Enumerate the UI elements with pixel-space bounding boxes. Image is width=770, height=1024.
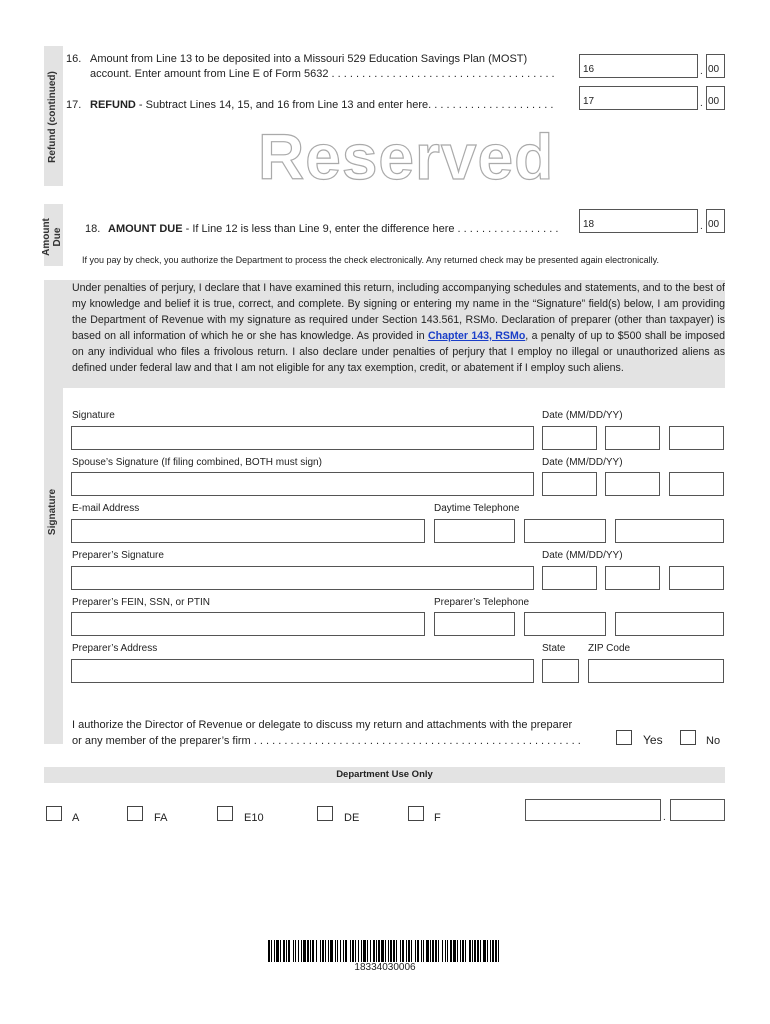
spouse-date-day[interactable] — [605, 472, 660, 496]
dept-amount-field[interactable] — [525, 799, 661, 821]
dept-fa-checkbox[interactable] — [127, 806, 143, 821]
line-18-cents: 00 — [708, 219, 720, 230]
perjury-statement — [72, 280, 725, 376]
line-16-box-label: 16 — [583, 64, 595, 75]
preparer-address-field[interactable] — [71, 659, 534, 683]
email-field[interactable] — [71, 519, 425, 543]
line-18-description: - If Line 12 is less than Line 9, enter the difference here . . . . . . . . . . . . . . . . . — [182, 223, 559, 235]
spouse-signature-field[interactable] — [71, 472, 534, 496]
signature-label: Signature — [72, 410, 115, 421]
line-18-text — [108, 222, 558, 236]
daytime-phone-line[interactable] — [615, 519, 724, 543]
line-17-amount-field[interactable] — [579, 86, 698, 110]
line-17-number: 17. — [66, 99, 82, 111]
daytime-phone-prefix[interactable] — [524, 519, 606, 543]
dept-e10-label: E10 — [244, 812, 264, 824]
line-18-decimal: . — [700, 221, 703, 232]
dept-f-label: F — [434, 812, 441, 824]
line-16-text-2: account. Enter amount from Line E of Form 5632 . . . . . . . . . . . . . . . . . . . . . . . . . . . . . . . . . . . . . — [90, 68, 555, 80]
preparer-date-day[interactable] — [605, 566, 660, 590]
preparer-phone-line[interactable] — [615, 612, 724, 636]
line-16-text-1: Amount from Line 13 to be deposited into a Missouri 529 Education Savings Plan (MOST) — [90, 53, 528, 65]
line-17-cents-field[interactable] — [706, 86, 725, 110]
dept-de-label: DE — [344, 812, 360, 824]
authorize-yes-label: Yes — [643, 733, 663, 747]
check-note: If you pay by check, you authorize the Department to process the check electronically. Any returned check may be presented again electronically. — [82, 255, 659, 265]
amount-due-section-label — [41, 207, 65, 267]
line-16-number: 16. — [66, 53, 82, 65]
state-label: State — [542, 643, 566, 654]
signature-date-month[interactable] — [542, 426, 597, 450]
department-use-title: Department Use Only — [336, 769, 433, 780]
line-18-cents-field[interactable] — [706, 209, 725, 233]
reserved-watermark: Reserved — [258, 121, 555, 193]
preparer-signature-field[interactable] — [71, 566, 534, 590]
spouse-signature-label: Spouse’s Signature (If filing combined, BOTH must sign) — [72, 457, 322, 468]
spouse-date-year[interactable] — [669, 472, 724, 496]
chapter-143-link[interactable]: Chapter 143, RSMo — [427, 330, 526, 342]
refund-section-label: Refund (continued) — [47, 71, 58, 163]
state-field[interactable] — [542, 659, 579, 683]
barcode-number: 18334030006 — [354, 962, 416, 973]
spouse-date-label: Date (MM/DD/YY) — [542, 457, 623, 468]
preparer-date-year[interactable] — [669, 566, 724, 590]
line-16-decimal: . — [700, 66, 703, 77]
dept-cents-field[interactable] — [670, 799, 725, 821]
dept-amount-decimal: . — [663, 812, 666, 823]
line-16-cents-field[interactable] — [706, 54, 725, 78]
preparer-address-label: Preparer’s Address — [72, 643, 158, 654]
line-17-decimal: . — [700, 98, 703, 109]
signature-date-year[interactable] — [669, 426, 724, 450]
line-17-description: - Subtract Lines 14, 15, and 16 from Line 13 and enter here. . . . . . . . . . . . . . . . . . . . . — [135, 99, 554, 111]
line-17-cents: 00 — [708, 96, 720, 107]
email-label: E-mail Address — [72, 503, 140, 514]
authorize-line-1: I authorize the Director of Revenue or delegate to discuss my return and attachments with the preparer — [72, 719, 573, 731]
signature-section-label: Signature — [47, 488, 58, 536]
preparer-fein-label: Preparer’s FEIN, SSN, or PTIN — [72, 597, 210, 608]
line-18-box-label: 18 — [583, 219, 595, 230]
preparer-phone-area[interactable] — [434, 612, 515, 636]
perjury-text-1: Under penalties of perjury, I declare that I have examined this return, including accompanying schedules and statements, and to the best of my knowledge and belief it is true, correct, and complete. By signing or entering my name in the “Signature” field(s) below, I am providing the Department of Revenue with my signature as required under Section 143.561, RSMo. Declaration of preparer (other than taxpayer) is based on all information of which he or she has knowledge. As provided in — [72, 282, 725, 342]
amount-due-label-1: Amount — [41, 218, 52, 256]
preparer-fein-field[interactable] — [71, 612, 425, 636]
barcode-bar — [499, 940, 502, 962]
dept-fa-label: FA — [154, 812, 168, 824]
signature-field[interactable] — [71, 426, 534, 450]
perjury-text-2: , a penalty of up to $500 shall be imposed on any individual who files a frivolous return. I also declare under penalties of perjury that I employ no illegal or unauthorized aliens as defined under federal law and that I am not eligible for any tax exemption, credit, or abatement if I employ such aliens. — [72, 330, 725, 374]
dept-a-checkbox[interactable] — [46, 806, 62, 821]
preparer-signature-label: Preparer’s Signature — [72, 550, 164, 561]
zip-field[interactable] — [588, 659, 724, 683]
line-17-box-label: 17 — [583, 96, 595, 107]
barcode — [268, 940, 502, 962]
signature-date-day[interactable] — [605, 426, 660, 450]
authorize-no-label: No — [706, 735, 721, 747]
line-16-amount-field[interactable] — [579, 54, 698, 78]
spouse-date-month[interactable] — [542, 472, 597, 496]
preparer-phone-prefix[interactable] — [524, 612, 606, 636]
preparer-date-label: Date (MM/DD/YY) — [542, 550, 623, 561]
dept-de-checkbox[interactable] — [317, 806, 333, 821]
line-17-bold-label: REFUND — [90, 99, 136, 111]
line-16-cents: 00 — [708, 64, 720, 75]
dept-a-label: A — [72, 812, 80, 824]
amount-due-label-2: Due — [52, 227, 63, 247]
daytime-phone-label: Daytime Telephone — [434, 503, 520, 514]
line-18-bold-label: AMOUNT DUE — [108, 223, 183, 235]
authorize-line-2: or any member of the preparer’s firm . . . . . . . . . . . . . . . . . . . . . . . . . . . . . . . . . . . . . . . . . . . . . . . . . . . . . . — [72, 735, 581, 747]
authorize-yes-checkbox[interactable] — [616, 730, 632, 745]
dept-f-checkbox[interactable] — [408, 806, 424, 821]
preparer-date-month[interactable] — [542, 566, 597, 590]
line-18-amount-field[interactable] — [579, 209, 698, 233]
dept-e10-checkbox[interactable] — [217, 806, 233, 821]
line-17-text — [90, 98, 553, 112]
daytime-phone-area[interactable] — [434, 519, 515, 543]
signature-date-label: Date (MM/DD/YY) — [542, 410, 623, 421]
preparer-phone-label: Preparer’s Telephone — [434, 597, 530, 608]
line-18-number: 18. — [85, 223, 101, 235]
zip-label: ZIP Code — [588, 643, 631, 654]
authorize-no-checkbox[interactable] — [680, 730, 696, 745]
